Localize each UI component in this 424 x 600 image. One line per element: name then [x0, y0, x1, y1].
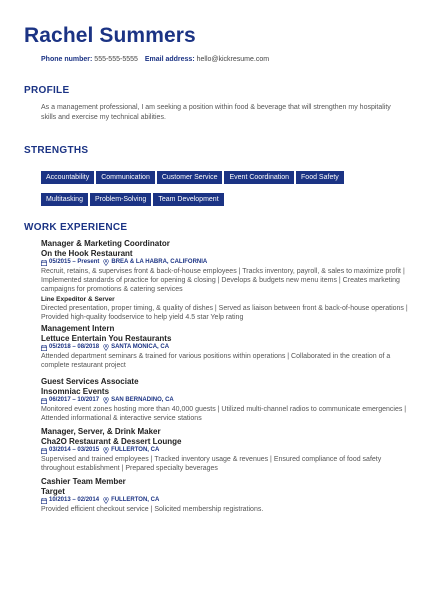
job-location-text: FULLERTON, CA — [111, 497, 160, 503]
job-description: Provided efficient checkout service | Solicited membership registrations. — [41, 506, 264, 513]
job-dates: 06/2017 – 10/2017 — [49, 397, 100, 403]
job-meta — [41, 396, 411, 405]
calendar-icon — [41, 345, 47, 351]
job-entry — [41, 427, 411, 473]
email-value[interactable]: hello@kickresume.com — [196, 56, 270, 63]
job-subrole: Line Expeditor & Server — [41, 296, 115, 303]
skill-tag: Problem-Solving — [90, 193, 151, 206]
location-pin-icon — [103, 447, 109, 454]
skill-tag: Team Development — [153, 193, 223, 206]
job-meta — [41, 343, 411, 352]
job-dates: 03/2014 – 03/2015 — [49, 447, 100, 453]
skill-tag: Customer Service — [157, 171, 223, 184]
job-role: Management Intern — [41, 324, 115, 333]
job-location-text: FULLERTON, CA — [111, 447, 160, 453]
job-company: Target — [41, 486, 65, 496]
job-entry — [41, 324, 411, 370]
job-location-text: SAN BERNADINO, CA — [111, 397, 174, 403]
strengths-list — [41, 166, 386, 210]
calendar-icon — [41, 498, 47, 504]
job-location — [103, 446, 159, 455]
phone-label: Phone number: — [41, 56, 93, 63]
job-location — [103, 258, 207, 267]
candidate-name: Rachel Summers — [24, 24, 196, 47]
strengths-heading: STRENGTHS — [24, 145, 89, 156]
calendar-icon — [41, 448, 47, 454]
skill-tag: Event Coordination — [224, 171, 294, 184]
job-entry — [41, 239, 411, 322]
job-entry — [41, 377, 411, 423]
job-company: On the Hook Restaurant — [41, 248, 133, 258]
skill-tag: Communication — [96, 171, 155, 184]
calendar-icon — [41, 398, 47, 404]
job-role: Manager, Server, & Drink Maker — [41, 427, 161, 436]
job-dates: 05/2018 – 08/2018 — [49, 344, 100, 350]
job-meta — [41, 446, 411, 455]
job-location-text: SANTA MONICA, CA — [111, 344, 170, 350]
location-pin-icon — [103, 344, 109, 351]
job-location — [103, 343, 169, 352]
job-description: Recruit, retains, & supervises front & back-of-house employees | Tracks inventory, payroll, & sales to maximize profit | Implemented standards of practice for opening & closing | Develops & budgets new menu items | Creates marketing campaigns for promotions & catering services — [41, 268, 405, 293]
job-role: Manager & Marketing Coordinator — [41, 239, 170, 248]
job-entry — [41, 477, 411, 514]
calendar-icon — [41, 260, 47, 266]
job-company: Cha2O Restaurant & Dessert Lounge — [41, 436, 182, 446]
skill-tag: Accountability — [41, 171, 94, 184]
job-location-text: BREA & LA HABRA, CALIFORNIA — [111, 259, 208, 265]
experience-heading: WORK EXPERIENCE — [24, 222, 128, 233]
job-company: Insomniac Events — [41, 386, 110, 396]
job-subrole-description: Directed presentation, proper timing, & quality of dishes | Served as liaison between front & back-of-house operations | Provided high-quality foodservice to help yield 4.5 star Yelp rating — [41, 305, 408, 321]
job-role: Guest Services Associate — [41, 377, 139, 386]
job-dates: 10/2013 – 02/2014 — [49, 497, 100, 503]
job-description: Attended department seminars & trained for various positions within operations | Collaborated in the creation of a complete restaurant project — [41, 353, 391, 369]
location-pin-icon — [103, 497, 109, 504]
job-description: Monitored event zones hosting more than 40,000 guests | Utilized multi-channel radios to communicate emergencies | Attended informational & interactive service stations — [41, 406, 407, 422]
job-dates: 05/2015 – Present — [49, 259, 100, 265]
job-meta — [41, 258, 411, 267]
job-location — [103, 496, 159, 505]
location-pin-icon — [103, 397, 109, 404]
job-role: Cashier Team Member — [41, 477, 126, 486]
email-label: Email address: — [144, 56, 195, 63]
job-meta — [41, 496, 411, 505]
location-pin-icon — [103, 259, 109, 266]
job-company: Lettuce Entertain You Restaurants — [41, 333, 172, 343]
profile-text: As a management professional, I am seeking a position within food & beverage that will strengthen my hospitality skills and exercise my technical abilities. — [41, 104, 391, 121]
job-description: Supervised and trained employees | Tracked inventory usage & revenues | Ensured compliance of food safety throughout establishment | Prepared specialty beverages — [41, 456, 382, 472]
job-location — [103, 396, 174, 405]
contact-line — [41, 56, 274, 63]
skill-tag: Food Safety — [296, 171, 344, 184]
skill-tag: Multitasking — [41, 193, 88, 206]
phone-value: 555-555-5555 — [94, 56, 138, 63]
profile-heading: PROFILE — [24, 85, 70, 96]
